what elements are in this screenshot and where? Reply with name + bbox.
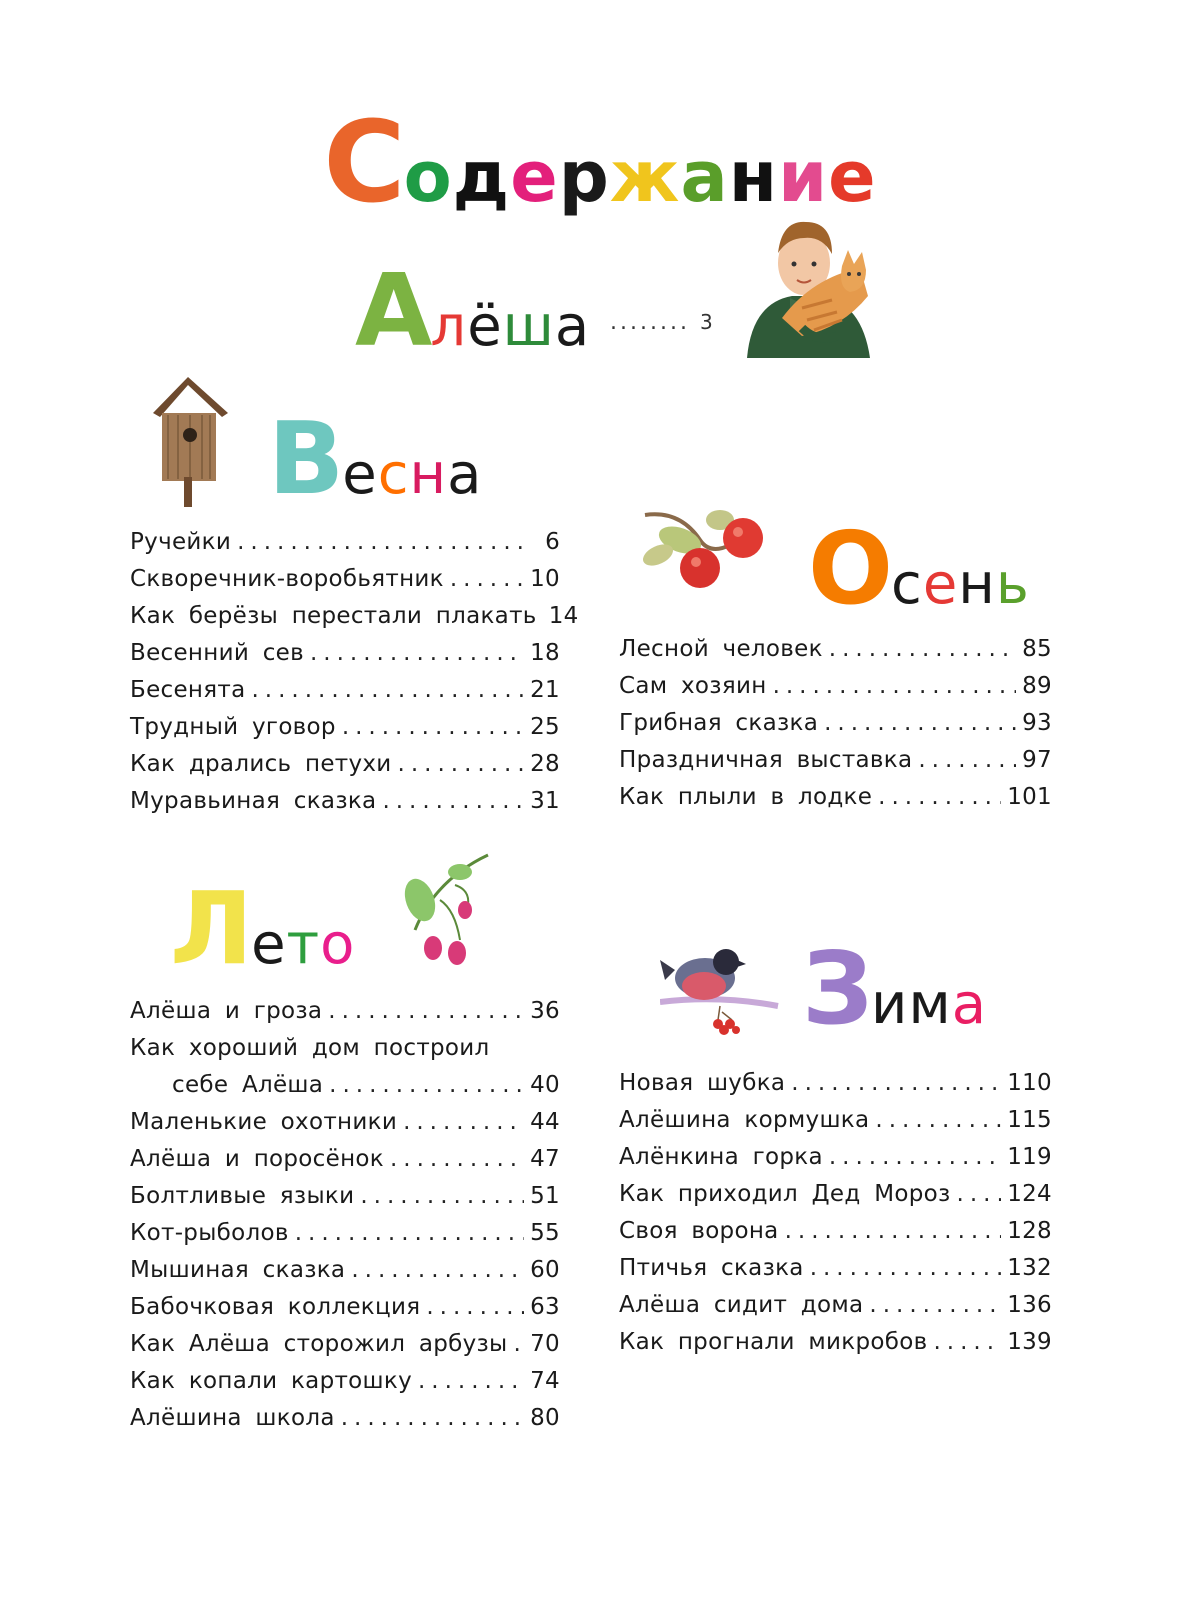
autumn-title-letter: с bbox=[891, 552, 923, 617]
alesha-title-letter: л bbox=[430, 294, 468, 359]
toc-entry[interactable] bbox=[619, 1250, 1052, 1287]
autumn-title-letter: О bbox=[808, 510, 892, 627]
autumn-title-letter: н bbox=[958, 552, 996, 617]
toc-entry[interactable] bbox=[130, 1289, 560, 1326]
summer-title-letter: о bbox=[320, 912, 356, 977]
toc-entry-page-number: 44 bbox=[530, 1109, 560, 1135]
toc-entry-title: Кот-рыболов bbox=[130, 1220, 289, 1246]
toc-entry[interactable] bbox=[130, 672, 560, 709]
toc-entry-leader-dots bbox=[773, 668, 1016, 705]
toc-entry-page-number: 80 bbox=[530, 1405, 560, 1431]
toc-entry[interactable] bbox=[130, 1104, 560, 1141]
title-title-letter: и bbox=[778, 136, 829, 218]
toc-entry-title: Алёша сидит дома bbox=[619, 1292, 864, 1318]
toc-entry-page-number: 51 bbox=[530, 1183, 560, 1209]
toc-entry-page-number: 132 bbox=[1007, 1255, 1052, 1281]
toc-entry-leader-dots bbox=[398, 746, 524, 783]
toc-entry-leader-dots bbox=[785, 1213, 1002, 1250]
toc-entry-title: Как хороший дом построил bbox=[130, 1035, 490, 1061]
toc-entry[interactable] bbox=[130, 1326, 560, 1363]
toc-entry-title: Алёшина кормушка bbox=[619, 1107, 870, 1133]
toc-entry-title: Как плыли в лодке bbox=[619, 784, 873, 810]
toc-entry-title: Бесенята bbox=[130, 677, 246, 703]
toc-entry-page-number: 10 bbox=[530, 566, 560, 592]
toc-entry-title: Как копали картошку bbox=[130, 1368, 412, 1394]
toc-entry[interactable] bbox=[619, 1176, 1052, 1213]
title-title-letter: е bbox=[828, 136, 877, 218]
bullfinch-on-rowan-illustration bbox=[660, 940, 780, 1035]
toc-entry[interactable] bbox=[130, 1363, 560, 1400]
raspberry-branch-illustration bbox=[400, 850, 495, 970]
toc-entry[interactable] bbox=[619, 779, 1052, 816]
toc-entry[interactable] bbox=[130, 1178, 560, 1215]
toc-summer bbox=[130, 993, 560, 1437]
section-title-winter bbox=[802, 930, 987, 1047]
toc-entry-leader-dots bbox=[342, 709, 524, 746]
toc-entry-leader-dots bbox=[237, 524, 524, 561]
toc-entry-leader-dots bbox=[310, 635, 524, 672]
spring-title-letter: В bbox=[268, 400, 343, 517]
toc-entry-title: Бабочковая коллекция bbox=[130, 1294, 421, 1320]
toc-entry-leader-dots bbox=[875, 1102, 1001, 1139]
winter-title-letter: и bbox=[871, 972, 909, 1037]
toc-entry-page-number: 110 bbox=[1007, 1070, 1052, 1096]
toc-entry[interactable] bbox=[130, 1252, 560, 1289]
toc-entry-leader-dots bbox=[829, 1139, 1001, 1176]
summer-title-letter: т bbox=[286, 912, 321, 977]
toc-entry-page-number: 97 bbox=[1022, 747, 1052, 773]
toc-entry-leader-dots bbox=[360, 1178, 524, 1215]
toc-entry-leader-dots bbox=[341, 1400, 524, 1437]
toc-entry-leader-dots bbox=[418, 1363, 524, 1400]
toc-entry-title: Птичья сказка bbox=[619, 1255, 804, 1281]
alesha-page-number: 3 bbox=[699, 310, 713, 334]
apple-branch-illustration bbox=[640, 500, 770, 595]
toc-entry[interactable] bbox=[130, 635, 560, 672]
toc-entry[interactable] bbox=[619, 1065, 1052, 1102]
toc-entry-page-number: 115 bbox=[1007, 1107, 1052, 1133]
toc-entry-title: Своя ворона bbox=[619, 1218, 779, 1244]
toc-entry-leader-dots bbox=[829, 631, 1016, 668]
toc-entry[interactable] bbox=[619, 631, 1052, 668]
title-title-letter: С bbox=[323, 98, 404, 228]
autumn-title-letter: е bbox=[922, 552, 959, 617]
toc-entry-title: Как берёзы перестали плакать bbox=[130, 603, 537, 629]
toc-entry-leader-dots bbox=[824, 705, 1016, 742]
toc-entry-page-number: 6 bbox=[545, 529, 560, 555]
toc-entry-leader-dots bbox=[514, 1326, 524, 1363]
toc-entry[interactable] bbox=[130, 709, 560, 746]
toc-entry-page-number: 21 bbox=[530, 677, 560, 703]
section-title-alesha bbox=[355, 252, 590, 369]
toc-entry-page-number: 85 bbox=[1022, 636, 1052, 662]
toc-entry-title: Сам хозяин bbox=[619, 673, 767, 699]
toc-entry[interactable] bbox=[619, 1324, 1052, 1361]
toc-entry-leader-dots bbox=[450, 561, 524, 598]
toc-spring bbox=[130, 524, 579, 820]
toc-entry-title: Алёнкина горка bbox=[619, 1144, 823, 1170]
toc-entry-title: Мышиная сказка bbox=[130, 1257, 346, 1283]
toc-entry-title: Как Алёша сторожил арбузы bbox=[130, 1331, 508, 1357]
toc-entry-leader-dots bbox=[918, 742, 1016, 779]
toc-entry[interactable] bbox=[619, 1213, 1052, 1250]
toc-entry-page-number: 89 bbox=[1022, 673, 1052, 699]
toc-entry[interactable] bbox=[130, 598, 579, 635]
toc-entry[interactable] bbox=[130, 783, 560, 820]
toc-entry-page-number: 36 bbox=[530, 998, 560, 1024]
toc-entry-page-number: 63 bbox=[530, 1294, 560, 1320]
alesha-entry[interactable] bbox=[610, 310, 713, 335]
toc-entry-page-number: 40 bbox=[530, 1072, 560, 1098]
toc-entry[interactable] bbox=[619, 1287, 1052, 1324]
toc-entry-page-number: 136 bbox=[1007, 1292, 1052, 1318]
toc-entry[interactable] bbox=[130, 1141, 560, 1178]
toc-entry[interactable] bbox=[619, 742, 1052, 779]
toc-autumn bbox=[619, 631, 1052, 816]
toc-entry-page-number: 119 bbox=[1007, 1144, 1052, 1170]
toc-entry-leader-dots bbox=[933, 1324, 1001, 1361]
winter-title-letter: а bbox=[951, 972, 988, 1037]
toc-entry-title: Скворечник-воробьятник bbox=[130, 566, 444, 592]
spring-title-letter: е bbox=[342, 442, 378, 507]
toc-entry-title: Лесной человек bbox=[619, 636, 823, 662]
toc-entry[interactable] bbox=[619, 668, 1052, 705]
toc-entry-title: Праздничная выставка bbox=[619, 747, 913, 773]
toc-winter bbox=[619, 1065, 1052, 1361]
toc-entry-leader-dots bbox=[403, 1104, 524, 1141]
toc-entry-page-number: 139 bbox=[1007, 1329, 1052, 1355]
alesha-title-letter: ё bbox=[467, 294, 503, 359]
winter-title-letter: З bbox=[802, 930, 872, 1047]
spring-title-letter: а bbox=[447, 442, 483, 507]
toc-entry[interactable] bbox=[619, 1102, 1052, 1139]
toc-entry-page-number: 74 bbox=[530, 1368, 560, 1394]
toc-entry-leader-dots bbox=[328, 993, 524, 1030]
toc-entry-leader-dots bbox=[869, 1287, 1001, 1324]
toc-entry-page-number: 93 bbox=[1022, 710, 1052, 736]
toc-entry[interactable] bbox=[130, 524, 560, 561]
title-title-letter: ж bbox=[609, 136, 681, 218]
toc-entry-title: Грибная сказка bbox=[619, 710, 819, 736]
toc-entry-title: Маленькие охотники bbox=[130, 1109, 398, 1135]
toc-entry-title: Как дрались петухи bbox=[130, 751, 392, 777]
title-title-letter: д bbox=[452, 136, 511, 218]
toc-entry-page-number: 25 bbox=[530, 714, 560, 740]
toc-entry-leader-dots bbox=[791, 1065, 1001, 1102]
section-title-autumn bbox=[808, 510, 1030, 627]
toc-entry-page-number: 128 bbox=[1007, 1218, 1052, 1244]
alesha-title-letter: а bbox=[554, 294, 591, 359]
toc-entry-leader-dots bbox=[426, 1289, 524, 1326]
toc-entry[interactable] bbox=[130, 993, 560, 1030]
summer-title-letter: Л bbox=[170, 870, 252, 987]
toc-entry-title: Новая шубка bbox=[619, 1070, 786, 1096]
toc-entry-page-number: 31 bbox=[530, 788, 560, 814]
toc-entry-leader-dots bbox=[810, 1250, 1002, 1287]
toc-entry-page-number: 47 bbox=[530, 1146, 560, 1172]
toc-entry-leader-dots bbox=[390, 1141, 524, 1178]
toc-entry-title: Ручейки bbox=[130, 529, 232, 555]
spring-title-letter: н bbox=[409, 442, 448, 507]
toc-entry-leader-dots bbox=[295, 1215, 524, 1252]
toc-entry-page-number: 101 bbox=[1007, 784, 1052, 810]
toc-entry-page-number: 60 bbox=[530, 1257, 560, 1283]
title-title-letter: р bbox=[558, 136, 610, 218]
title-title-letter: е bbox=[510, 136, 559, 218]
toc-entry-title: Алёшина школа bbox=[130, 1405, 335, 1431]
toc-entry[interactable] bbox=[130, 746, 560, 783]
toc-entry[interactable] bbox=[619, 705, 1052, 742]
toc-entry[interactable] bbox=[130, 1030, 560, 1104]
alesha-title-letter: А bbox=[355, 252, 431, 369]
toc-entry-leader-dots bbox=[252, 672, 525, 709]
autumn-title-letter: ь bbox=[995, 552, 1030, 617]
toc-entry-title: Весенний сев bbox=[130, 640, 304, 666]
toc-entry[interactable] bbox=[619, 1139, 1052, 1176]
page-title bbox=[0, 98, 1200, 228]
toc-entry-page-number: 70 bbox=[530, 1331, 560, 1357]
title-title-letter: а bbox=[680, 136, 729, 218]
toc-entry-leader-dots bbox=[351, 1252, 524, 1289]
toc-entry-title: Болтливые языки bbox=[130, 1183, 355, 1209]
boy-with-cat-illustration bbox=[742, 208, 872, 358]
toc-entry-page-number: 124 bbox=[1007, 1181, 1052, 1207]
toc-entry-leader-dots bbox=[878, 779, 1001, 816]
toc-entry-title: Трудный уговор bbox=[130, 714, 336, 740]
toc-entry-title: Как прогнали микробов bbox=[619, 1329, 928, 1355]
winter-title-letter: м bbox=[908, 972, 952, 1037]
section-title-spring bbox=[268, 400, 482, 517]
toc-entry-title-continued: себе Алёша bbox=[172, 1072, 324, 1098]
toc-entry-leader-dots bbox=[957, 1176, 1002, 1213]
section-title-summer bbox=[170, 870, 355, 987]
title-title-letter: н bbox=[728, 136, 779, 218]
toc-entry-page-number: 28 bbox=[530, 751, 560, 777]
toc-entry-leader-dots bbox=[382, 783, 524, 820]
toc-entry-title: Муравьиная сказка bbox=[130, 788, 377, 814]
spring-title-letter: с bbox=[377, 442, 410, 507]
toc-entry-page-number: 55 bbox=[530, 1220, 560, 1246]
birdhouse-illustration bbox=[148, 375, 233, 510]
toc-entry[interactable] bbox=[130, 1400, 560, 1437]
toc-entry-leader-dots bbox=[329, 1067, 524, 1104]
toc-entry-page-number: 18 bbox=[530, 640, 560, 666]
toc-entry-page-number: 14 bbox=[548, 603, 579, 629]
toc-entry-title: Алёша и поросёнок bbox=[130, 1146, 384, 1172]
alesha-dots: ........ bbox=[610, 310, 690, 335]
toc-entry[interactable] bbox=[130, 1215, 560, 1252]
toc-entry[interactable] bbox=[130, 561, 560, 598]
toc-entry-title: Как приходил Дед Мороз bbox=[619, 1181, 951, 1207]
toc-entry-title: Алёша и гроза bbox=[130, 998, 323, 1024]
alesha-title-letter: ш bbox=[502, 294, 555, 359]
summer-title-letter: е bbox=[251, 912, 287, 977]
title-title-letter: о bbox=[403, 136, 453, 218]
